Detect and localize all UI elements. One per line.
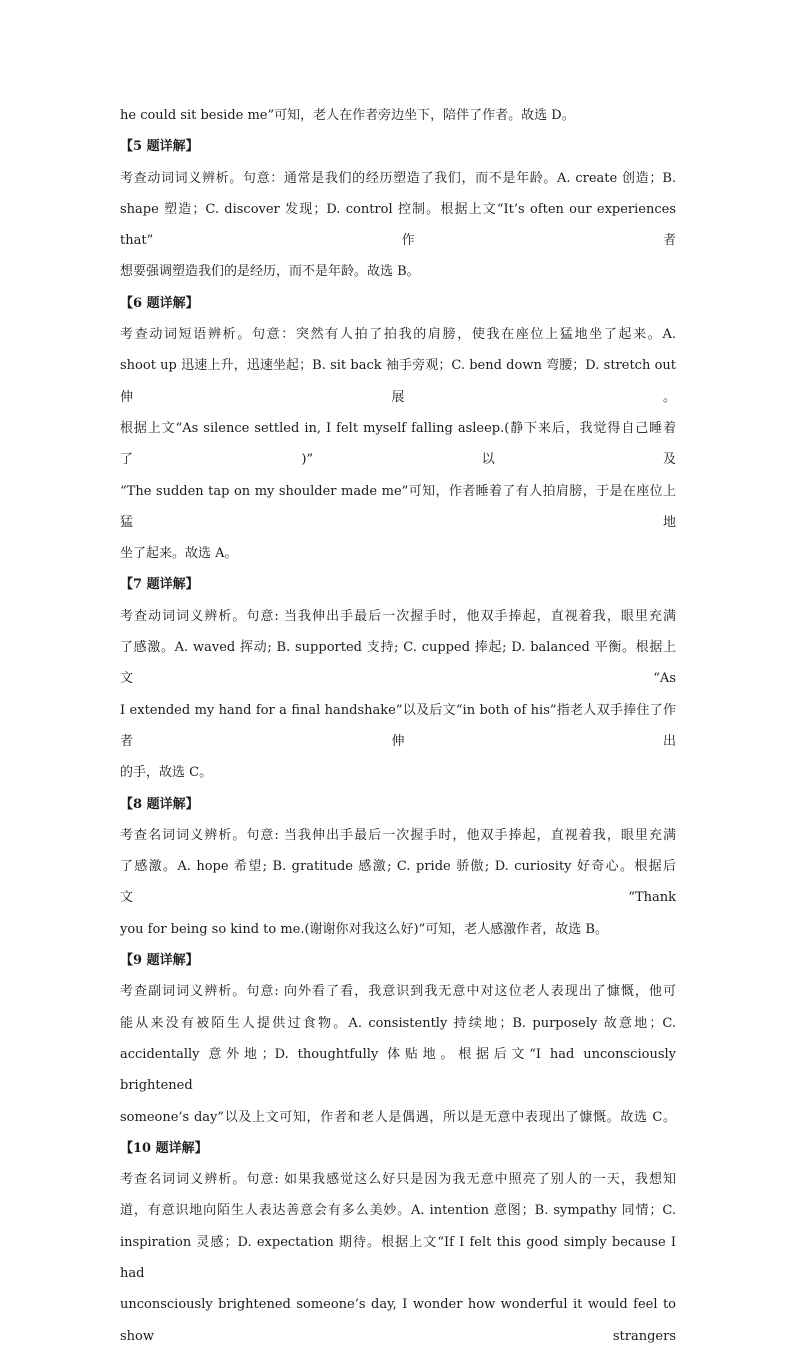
text-line: shape 塑造；C. discover 发现；D. control 控制。根据上文“It’s often our experiences that”作者 [120, 201, 676, 249]
text-line: 能从来没有被陌生人提供过食物。A. consistently 持续地；B. purposely 故意地；C. [120, 1015, 676, 1031]
text-line: 根据上文“As silence settled in, I felt myself falling asleep.(静下来后，我觉得自己睡着了)”以及 [120, 420, 676, 468]
text-line: you for being so kind to me.(谢谢你对我这么好)”可知，老人感激作者，故选 B。 [120, 921, 608, 937]
text-line: 考查名词词义辨析。句意: 如果我感觉这么好只是因为我无意中照亮了别人的一天，我想知 [120, 1172, 676, 1188]
section-heading: 【7 题详解】 [120, 577, 199, 593]
section-heading: 【6 题详解】 [120, 295, 199, 311]
section-heading: 【5 题详解】 [120, 139, 199, 155]
text-line: 考查动词短语辨析。句意：突然有人拍了拍我的肩膀，使我在座位上猛地坐了起来。A. [120, 327, 676, 343]
text-line: shoot up 迅速上升，迅速坐起；B. sit back 袖手旁观；C. bend down 弯腰；D. stretch out 伸展。 [120, 358, 676, 405]
text-line: 坐了起来。故选 A。 [120, 546, 238, 562]
text-line: 考查动词词义辨析。句意: 当我伸出手最后一次握手时，他双手捧起，直视着我，眼里充满 [120, 608, 676, 624]
text-line: 想要强调塑造我们的是经历，而不是年龄。故选 B。 [120, 264, 420, 280]
text-line: 了感激。A. waved 挥动; B. supported 支持; C. cupped 捧起; D. balanced 平衡。根据上文“As [120, 640, 676, 687]
section-heading: 【9 题详解】 [120, 953, 199, 969]
text-line: 考查名词词义辨析。句意: 当我伸出手最后一次握手时，他双手捧起，直视着我，眼里充满 [120, 827, 676, 843]
document-body [120, 100, 676, 1352]
text-line: 道，有意识地向陌生人表达善意会有多么美妙。A. intention 意图；B. sympathy 同情；C. [120, 1203, 676, 1219]
section-heading: 【8 题详解】 [120, 796, 199, 812]
text-line: 考查副词词义辨析。句意: 向外看了看，我意识到我无意中对这位老人表现出了慷慨，他可 [120, 984, 676, 1000]
text-line: inspiration 灵感；D. expectation 期待。根据上文“If I felt this good simply because I had [120, 1234, 676, 1281]
text-line: 考查动词词义辨析。句意：通常是我们的经历塑造了我们，而不是年龄。A. create 创造；B. [120, 170, 676, 186]
text-line: 了感激。A. hope 希望; B. gratitude 感激; C. pride 骄傲; D. curiosity 好奇心。根据后文“Thank [120, 859, 676, 906]
text-line: I extended my hand for a final handshake”以及后文“in both of his”指老人双手捧住了作者伸出 [120, 702, 676, 749]
text-line: unconsciously brightened someone’s day, I wonder how wonderful it would feel to show strangers [120, 1297, 676, 1344]
text-line: accidentally 意外地；D. thoughtfully 体贴地。根据后文“I had unconsciously brightened [120, 1046, 676, 1094]
text-line: 的手，故选 C。 [120, 765, 213, 781]
section-heading: 【10 题详解】 [120, 1140, 208, 1156]
text-line: someone’s day”以及上文可知，作者和老人是偶遇，所以是无意中表现出了慷慨。故选 C。 [120, 1109, 676, 1125]
text-line: he could sit beside me”可知，老人在作者旁边坐下，陪伴了作者。故选 D。 [120, 108, 575, 123]
text-line: “The sudden tap on my shoulder made me”可知，作者睡着了有人拍肩膀，于是在座位上猛地 [120, 483, 676, 530]
